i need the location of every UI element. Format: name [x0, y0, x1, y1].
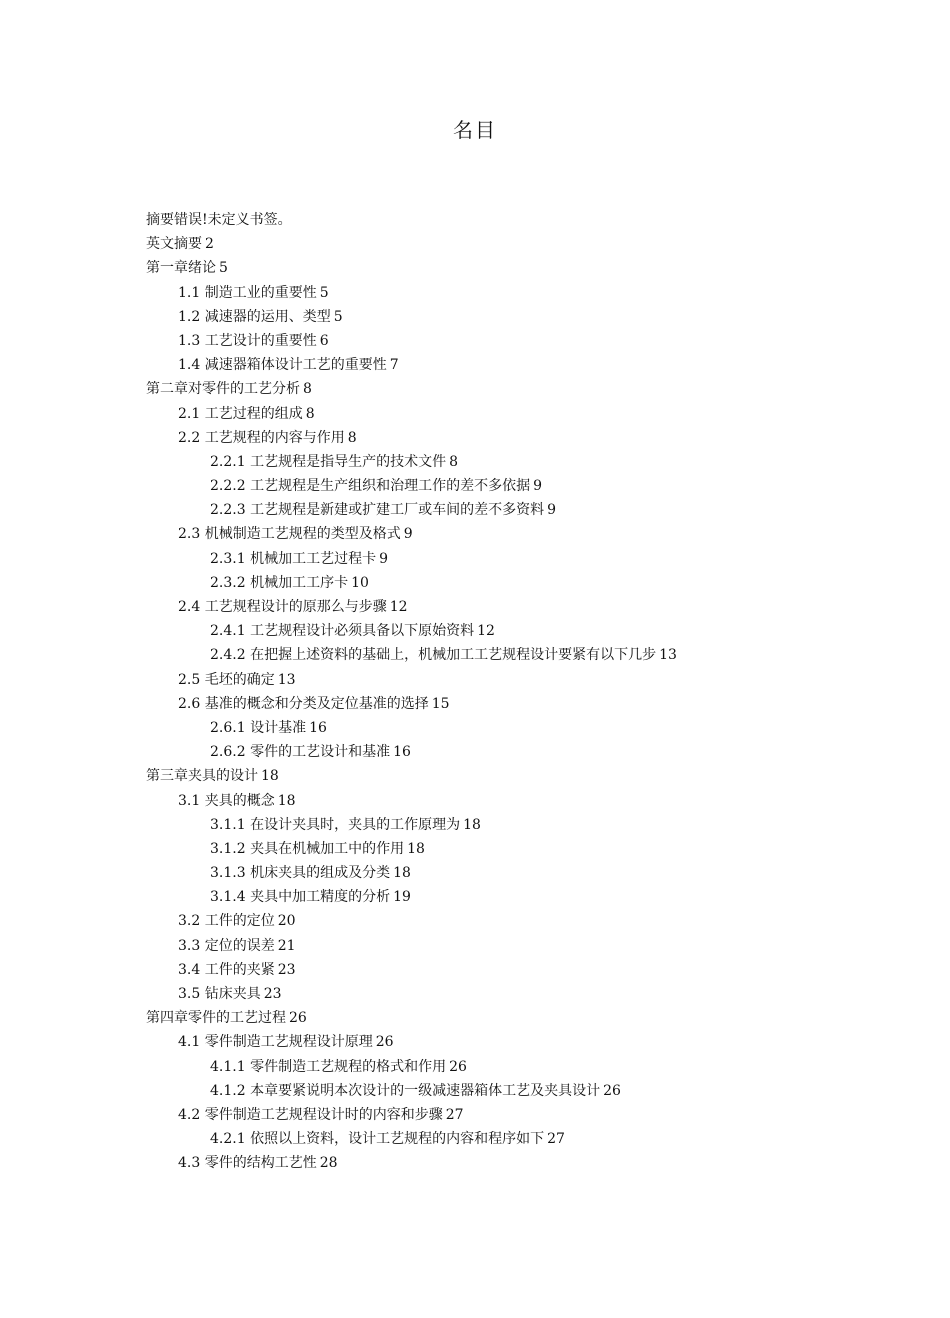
toc-entry[interactable] — [146, 208, 906, 232]
toc-entry-title: 2.6.1 设计基准 — [210, 719, 307, 736]
toc-entry-page-number: 27 — [547, 1131, 565, 1148]
toc-entry-title: 2.5 毛坯的确定 — [178, 671, 275, 688]
toc-entry-page-number: 26 — [449, 1058, 467, 1075]
toc-entry-title: 4.1.1 零件制造工艺规程的格式和作用 — [210, 1058, 447, 1075]
toc-entry-page-number: 19 — [393, 889, 411, 906]
toc-entry-title: 3.1.1 在设计夹具时，夹具的工作原理为 — [210, 816, 461, 833]
toc-entry[interactable] — [146, 764, 906, 788]
toc-entry-title: 3.2 工件的定位 — [178, 913, 275, 930]
toc-entry-title: 2.2.2 工艺规程是生产组织和治理工作的差不多依据 — [210, 478, 531, 495]
toc-entry[interactable] — [146, 1006, 906, 1030]
toc-entry-title: 4.3 零件的结构工艺性 — [178, 1155, 317, 1172]
toc-entry[interactable] — [146, 305, 906, 329]
toc-entry[interactable] — [146, 1127, 906, 1151]
toc-entry-page-number: 8 — [347, 429, 357, 446]
toc-entry[interactable] — [146, 1079, 906, 1103]
toc-entry-title: 3.1.3 机床夹具的组成及分类 — [210, 865, 391, 882]
toc-entry[interactable] — [146, 1030, 906, 1054]
toc-entry-title: 第四章零件的工艺过程 — [146, 1010, 286, 1027]
toc-entry-page-number: 26 — [289, 1010, 307, 1027]
toc-entry[interactable] — [146, 232, 906, 256]
toc-entry-page-number: 23 — [263, 986, 282, 1002]
toc-entry[interactable] — [146, 619, 906, 643]
toc-entry-page-number: 12 — [477, 623, 495, 640]
toc-entry[interactable] — [146, 329, 906, 353]
toc-entry-page-number: 18 — [407, 840, 425, 857]
toc-entry-title: 1.2 减速器的运用、类型 — [178, 308, 331, 325]
toc-entry[interactable] — [146, 1103, 906, 1127]
toc-entry[interactable] — [146, 789, 906, 813]
toc-entry-title: 第三章夹具的设计 — [146, 768, 258, 785]
toc-entry-title: 2.3 机械制造工艺规程的类型及格式 — [178, 526, 401, 543]
toc-entry[interactable] — [146, 450, 906, 474]
table-of-contents — [146, 208, 906, 1176]
toc-entry[interactable] — [146, 595, 906, 619]
toc-entry-title: 3.3 定位的误差 — [178, 937, 275, 954]
toc-entry-page-number: 27 — [445, 1106, 464, 1123]
toc-entry-page-number: 23 — [277, 961, 296, 978]
toc-entry-page-number: 2 — [205, 236, 214, 253]
toc-entry-page-number: 13 — [659, 647, 677, 664]
toc-entry-title: 2.4 工艺规程设计的原那么与步骤 — [178, 599, 387, 615]
toc-entry-title: 4.2.1 依照以上资料，设计工艺规程的内容和程序如下 — [210, 1131, 545, 1148]
toc-entry-page-number: 6 — [319, 332, 329, 349]
toc-entry-page-number: 26 — [375, 1034, 394, 1051]
toc-entry-page-number: 16 — [309, 719, 327, 736]
toc-entry-title: 2.2.3 工艺规程是新建或扩建工厂或车间的差不多资料 — [210, 502, 545, 519]
toc-entry-title: 2.6.2 零件的工艺设计和基准 — [210, 744, 391, 761]
toc-entry-page-number: 18 — [261, 768, 279, 785]
toc-entry-title: 4.1.2 本章要紧说明本次设计的一级减速器箱体工艺及夹具设计 — [210, 1082, 601, 1099]
toc-entry[interactable] — [146, 813, 906, 837]
toc-entry-title: 3.1.2 夹具在机械加工中的作用 — [210, 840, 405, 857]
toc-entry-title: 3.4 工件的夹紧 — [178, 961, 275, 978]
toc-entry[interactable] — [146, 522, 906, 546]
toc-entry-title: 2.2.1 工艺规程是指导生产的技术文件 — [210, 453, 447, 470]
toc-entry-title: 1.1 制造工业的重要性 — [178, 284, 317, 301]
toc-entry-title: 第一章绪论 — [146, 260, 216, 277]
toc-entry[interactable] — [146, 885, 906, 909]
toc-entry-title: 2.4.2 在把握上述资料的基础上，机械加工工艺规程设计要紧有以下几步 — [210, 647, 657, 664]
toc-entry-page-number: 5 — [333, 308, 343, 325]
toc-entry-page-number: 10 — [351, 574, 369, 591]
toc-entry[interactable] — [146, 474, 906, 498]
toc-entry-title: 2.1 工艺过程的组成 — [178, 405, 303, 422]
toc-entry-title: 4.2 零件制造工艺规程设计时的内容和步骤 — [178, 1106, 443, 1123]
toc-entry-page-number: 9 — [533, 478, 542, 495]
toc-entry[interactable] — [146, 547, 906, 571]
toc-entry-title: 摘要错误!未定义书签。 — [146, 212, 292, 228]
toc-entry[interactable] — [146, 934, 906, 958]
toc-entry-title: 1.3 工艺设计的重要性 — [178, 332, 317, 349]
toc-entry-page-number: 26 — [603, 1082, 621, 1099]
toc-entry-title: 1.4 减速器箱体设计工艺的重要性 — [178, 357, 387, 374]
toc-entry[interactable] — [146, 861, 906, 885]
toc-entry[interactable] — [146, 256, 906, 280]
toc-entry-page-number: 18 — [393, 865, 411, 882]
toc-entry-page-number: 5 — [219, 260, 228, 277]
toc-entry-page-number: 8 — [449, 453, 458, 470]
toc-entry[interactable] — [146, 281, 906, 305]
toc-entry-title: 3.1.4 夹具中加工精度的分析 — [210, 889, 391, 906]
toc-entry[interactable] — [146, 426, 906, 450]
toc-entry[interactable] — [146, 353, 906, 377]
toc-entry-title: 2.3.1 机械加工工艺过程卡 — [210, 550, 377, 567]
toc-entry-page-number: 7 — [389, 357, 399, 374]
toc-entry[interactable] — [146, 740, 906, 764]
toc-entry[interactable] — [146, 377, 906, 401]
page-title: 名目 — [453, 118, 497, 142]
toc-entry[interactable] — [146, 668, 906, 692]
toc-entry[interactable] — [146, 909, 906, 933]
toc-entry-title: 4.1 零件制造工艺规程设计原理 — [178, 1034, 373, 1051]
toc-entry[interactable] — [146, 958, 906, 982]
toc-entry-page-number: 28 — [319, 1155, 338, 1172]
toc-entry[interactable] — [146, 716, 906, 740]
toc-entry[interactable] — [146, 402, 906, 426]
toc-entry-title: 3.5 钻床夹具 — [178, 986, 261, 1002]
toc-entry-page-number: 8 — [303, 381, 312, 398]
toc-entry-title: 2.4.1 工艺规程设计必须具备以下原始资料 — [210, 623, 475, 640]
toc-entry-page-number: 16 — [393, 744, 411, 761]
toc-entry-page-number: 15 — [431, 695, 450, 712]
toc-entry-page-number: 12 — [389, 599, 408, 615]
toc-entry[interactable] — [146, 498, 906, 522]
toc-entry-page-number: 8 — [305, 405, 315, 422]
toc-entry-page-number: 13 — [277, 671, 296, 688]
toc-entry-page-number: 5 — [319, 284, 329, 301]
toc-entry-title: 第二章对零件的工艺分析 — [146, 381, 300, 398]
toc-entry[interactable] — [146, 837, 906, 861]
toc-entry-page-number: 9 — [547, 502, 556, 519]
toc-entry[interactable] — [146, 1151, 906, 1175]
toc-entry-page-number: 20 — [277, 913, 296, 930]
toc-entry-title: 2.2 工艺规程的内容与作用 — [178, 429, 345, 446]
toc-entry[interactable] — [146, 982, 906, 1006]
toc-entry-title: 2.3.2 机械加工工序卡 — [210, 574, 349, 591]
toc-entry[interactable] — [146, 643, 906, 667]
toc-entry-title: 3.1 夹具的概念 — [178, 792, 275, 809]
toc-entry-page-number: 18 — [277, 792, 296, 809]
toc-entry[interactable] — [146, 1055, 906, 1079]
toc-entry-title: 2.6 基准的概念和分类及定位基准的选择 — [178, 695, 429, 712]
toc-entry-page-number: 21 — [277, 937, 296, 954]
toc-entry-page-number: 18 — [463, 816, 481, 833]
toc-entry[interactable] — [146, 571, 906, 595]
toc-entry[interactable] — [146, 692, 906, 716]
toc-entry-title: 英文摘要 — [146, 236, 202, 253]
toc-entry-page-number: 9 — [379, 550, 388, 567]
toc-entry-page-number: 9 — [403, 526, 413, 543]
